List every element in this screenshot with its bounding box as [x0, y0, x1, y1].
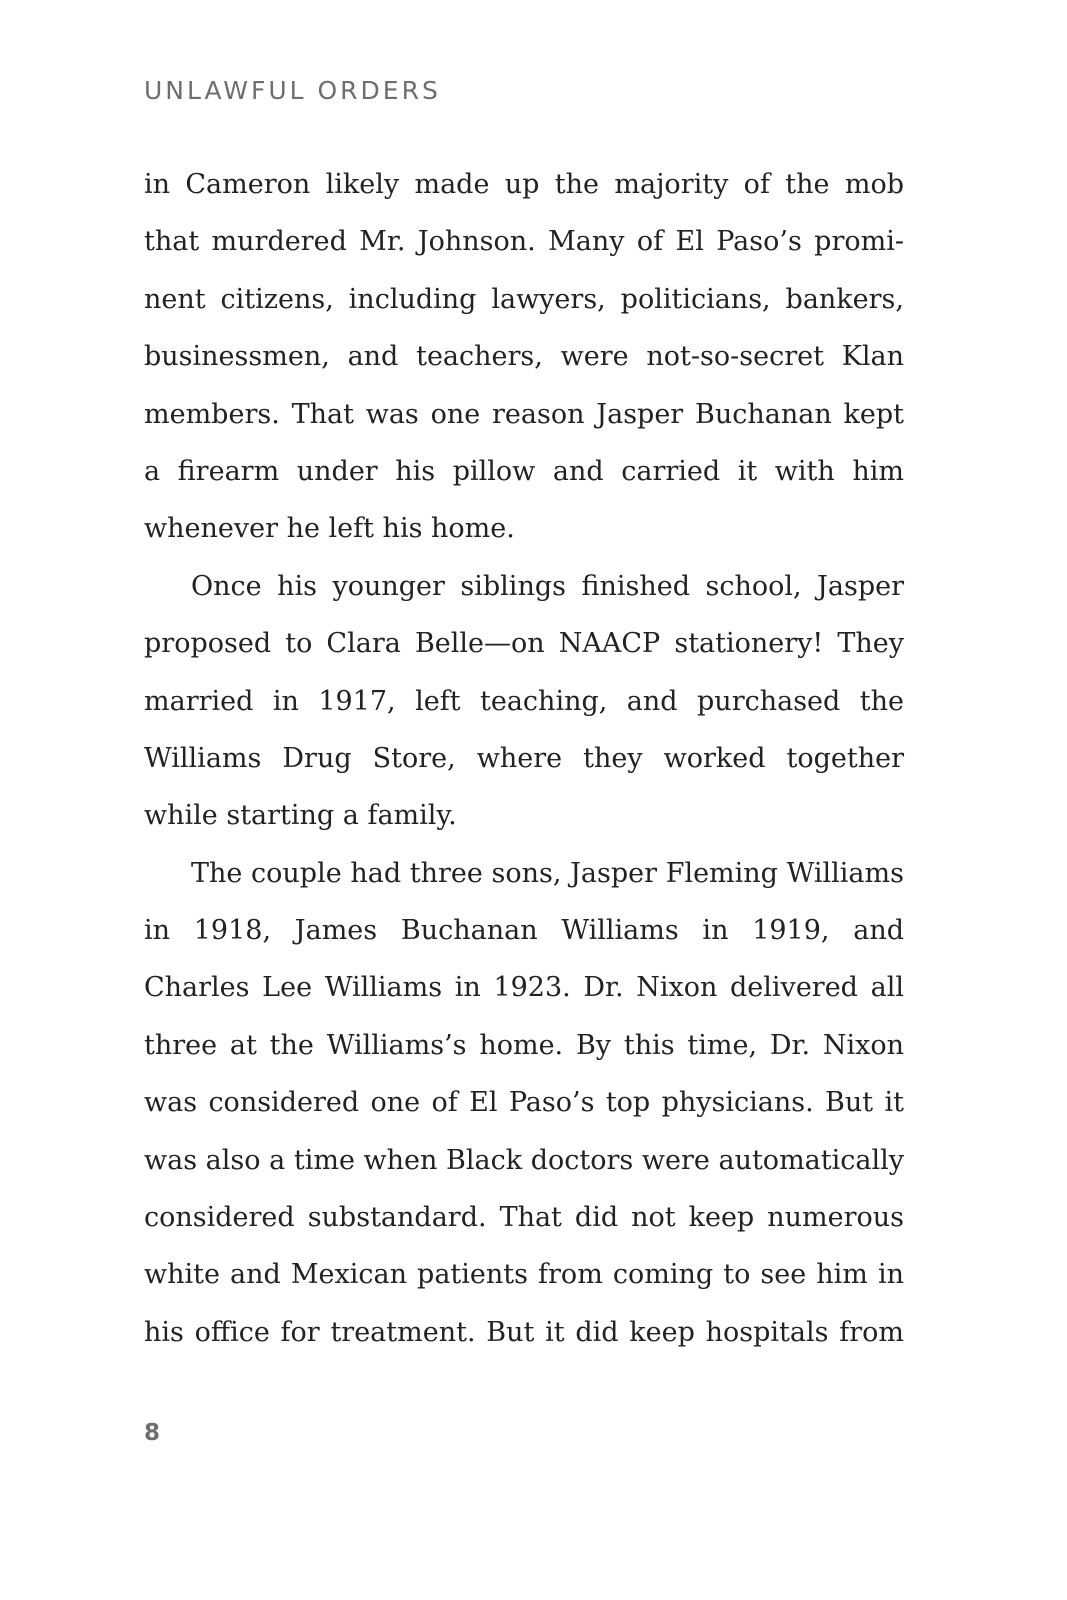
text-line: Once his younger siblings finished school, Jasper — [191, 570, 904, 602]
text-line: white and Mexican patients from coming to see him in — [144, 1259, 904, 1291]
text-line: married in 1917, left teaching, and purchased the — [144, 685, 904, 717]
running-header: UNLAWFUL ORDERS — [144, 76, 441, 105]
text-line: in Cameron likely made up the majority of the mob — [144, 169, 904, 200]
text-line: three at the Williams’s home. By this time, Dr. Nixon — [144, 1029, 904, 1061]
text-line: was also a time when Black doctors were automatically — [144, 1144, 904, 1176]
text-line: proposed to Clara Belle—on NAACP stationery! They — [144, 628, 904, 660]
text-line: was considered one of El Paso’s top physicians. But it — [144, 1087, 904, 1119]
text-line: considered substandard. That did not keep numerous — [144, 1202, 904, 1234]
text-line: Williams Drug Store, where they worked together — [144, 742, 904, 774]
text-line: The couple had three sons, Jasper Fleming Williams — [191, 857, 904, 889]
text-line: a firearm under his pillow and carried it with him — [144, 455, 904, 487]
text-line: nent citizens, including lawyers, politicians, bankers, — [144, 283, 904, 315]
text-line: that murdered Mr. Johnson. Many of El Paso’s promi- — [144, 226, 904, 258]
text-line: Charles Lee Williams in 1923. Dr. Nixon delivered all — [144, 972, 904, 1004]
text-line: in 1918, James Buchanan Williams in 1919, and — [144, 915, 904, 947]
text-line: while starting a family. — [144, 800, 457, 832]
text-line: businessmen, and teachers, were not-so-secret Klan — [144, 341, 904, 373]
page-number: 8 — [144, 1420, 161, 1446]
text-line: whenever he left his home. — [144, 513, 515, 545]
body-text — [144, 156, 904, 1361]
text-line: members. That was one reason Jasper Buchanan kept — [144, 398, 904, 430]
text-line: his office for treatment. But it did keep hospitals from — [144, 1316, 904, 1348]
